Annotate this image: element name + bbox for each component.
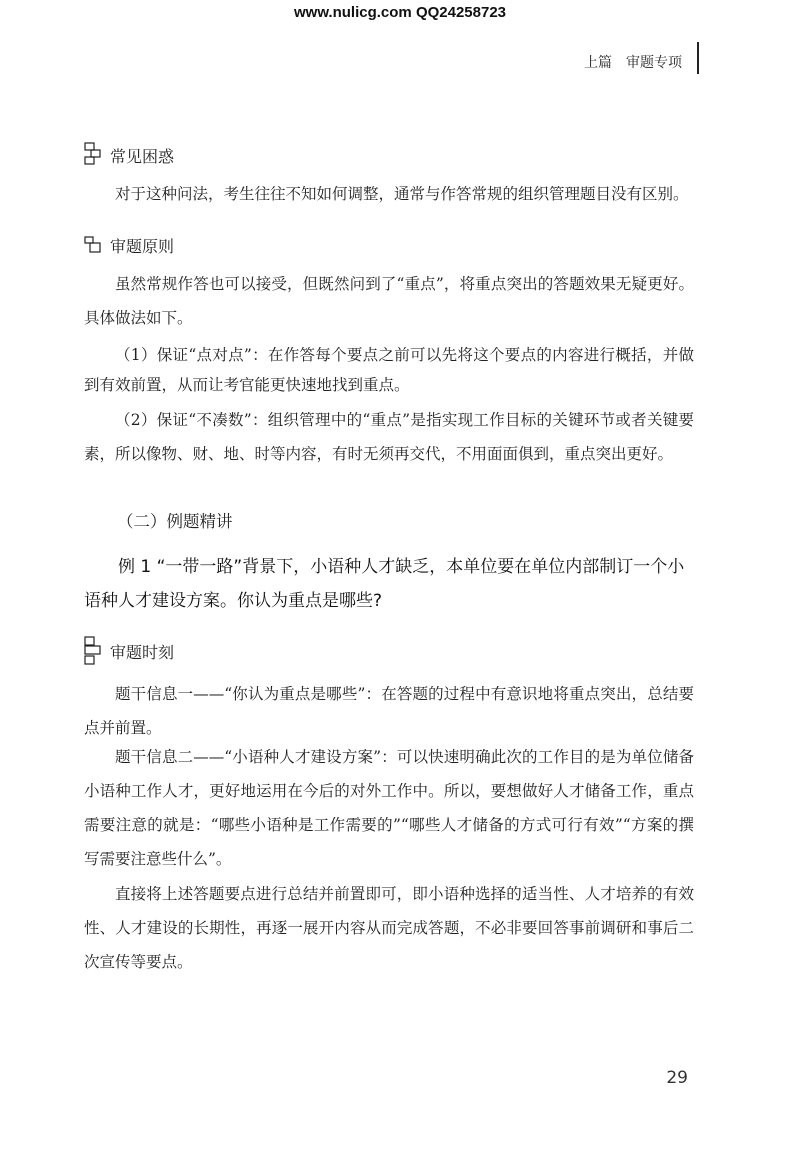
section-heading-confusion — [84, 140, 174, 170]
section-marker-icon — [84, 236, 102, 254]
header-topic: 审题专项 — [626, 55, 682, 71]
section-title: 常见困惑 — [110, 146, 175, 166]
confusion-text: 对于这种问法，考生往往不知如何调整，通常与作答常规的组织管理题目没有区别。 — [115, 185, 689, 203]
section-heading-moment — [84, 636, 174, 666]
principle-point-1: （1）保证“点对点”：在作答每个要点之前可以先将这个要点的内容进行概括，并做到有效前置，从而让考官能更快速地找到重点。 — [84, 346, 694, 394]
moment-info-1: 题干信息一——“你认为重点是哪些”：在答题的过程中有意识地将重点突出，总结要点并前置。 — [84, 685, 694, 737]
moment-info-2: 题干信息二——“小语种人才建设方案”：可以快速明确此次的工作目的是为单位储备小语种工作人才，更好地运用在今后的对外工作中。所以，要想做好人才储备工作，重点需要注意的就是：“哪些小语种是工作需要的”“哪些人才储备的方式可行有效”“方案的撰写需要注意些什么”。 — [84, 748, 694, 868]
principle-intro: 虽然常规作答也可以接受，但既然问到了“重点”，将重点突出的答题效果无疑更好。具体做法如下。 — [84, 275, 694, 327]
watermark: www.nulicg.com QQ24258723 — [293, 4, 507, 21]
header-divider — [697, 42, 699, 74]
section-title: 审题时刻 — [110, 642, 175, 662]
section-heading-principle — [84, 230, 174, 260]
moment-summary: 直接将上述答题要点进行总结并前置即可，即小语种选择的适当性、人才培养的有效性、人才建设的长期性，再逐一展开内容从而完成答题，不必非要回答事前调研和事后二次宣传等要点。 — [84, 885, 694, 971]
section-marker-icon — [84, 142, 102, 168]
section-marker-icon — [84, 636, 102, 666]
principle-point-2: （2）保证“不凑数”：组织管理中的“重点”是指实现工作目标的关键环节或者关键要素，所以像物、财、地、时等内容，有时无须再交代，不用面面俱到，重点突出更好。 — [84, 411, 694, 463]
example-question: 例 1 “一带一路”背景下，小语种人才缺乏，本单位要在单位内部制订一个小语种人才建设方案。你认为重点是哪些? — [84, 557, 685, 611]
running-header — [584, 52, 682, 72]
example-heading: （二）例题精讲 — [117, 512, 233, 531]
page-number: 29 — [666, 1068, 688, 1088]
section-title: 审题原则 — [110, 236, 175, 256]
header-part: 上篇 — [584, 55, 612, 71]
